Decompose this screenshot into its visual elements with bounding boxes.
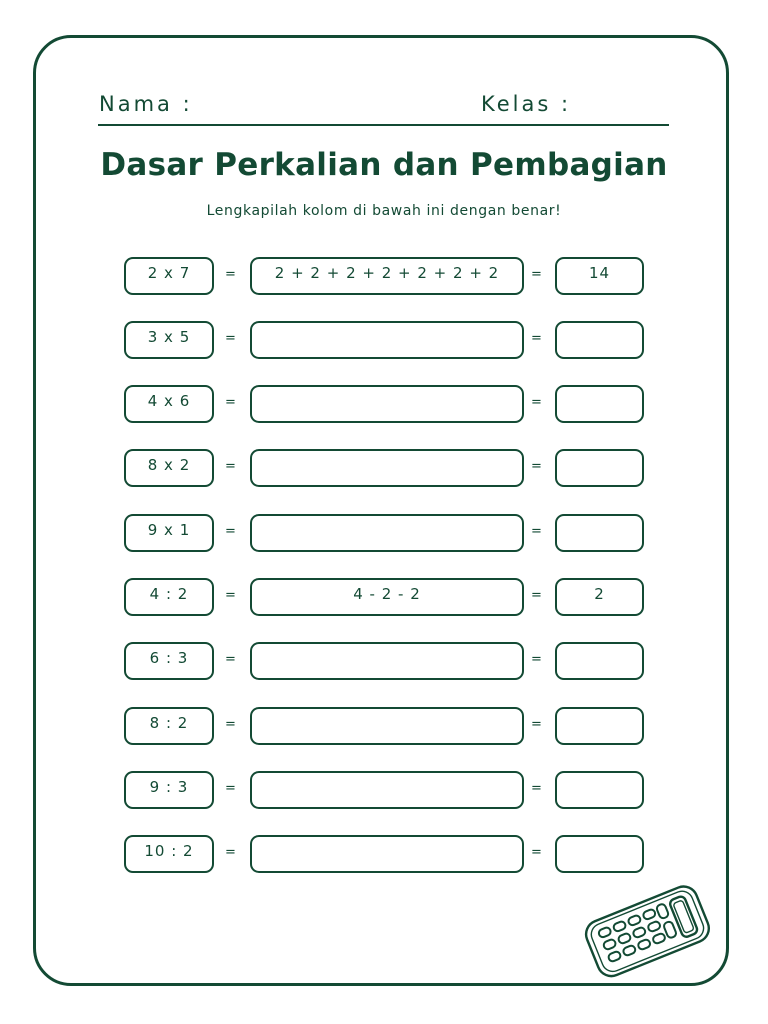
- equals-sign: =: [531, 524, 542, 539]
- exercise-row: [0, 449, 768, 487]
- equals-sign: =: [225, 395, 236, 410]
- equals-sign: =: [225, 781, 236, 796]
- expansion-field[interactable]: 4 - 2 - 2: [250, 578, 524, 616]
- expansion-field[interactable]: 2 + 2 + 2 + 2 + 2 + 2 + 2: [250, 257, 524, 295]
- equals-sign: =: [531, 845, 542, 860]
- name-label: Nama :: [99, 92, 193, 116]
- result-field[interactable]: [555, 514, 644, 552]
- expansion-field[interactable]: [250, 771, 524, 809]
- equals-sign: =: [225, 652, 236, 667]
- result-field[interactable]: [555, 707, 644, 745]
- expression-box: 8 x 2: [124, 449, 214, 487]
- result-field[interactable]: 2: [555, 578, 644, 616]
- exercise-row: [0, 707, 768, 745]
- result-field[interactable]: [555, 835, 644, 873]
- expansion-field[interactable]: [250, 321, 524, 359]
- expression-box: 4 : 2: [124, 578, 214, 616]
- exercise-row: [0, 835, 768, 873]
- exercise-row: [0, 514, 768, 552]
- expression-box: 9 : 3: [124, 771, 214, 809]
- expression-box: 6 : 3: [124, 642, 214, 680]
- exercise-row: [0, 771, 768, 809]
- equals-sign: =: [531, 781, 542, 796]
- expansion-field[interactable]: [250, 707, 524, 745]
- exercise-row: [0, 578, 768, 616]
- name-class-line: [98, 124, 669, 126]
- equals-sign: =: [225, 588, 236, 603]
- exercise-row: [0, 385, 768, 423]
- expansion-field[interactable]: [250, 642, 524, 680]
- expansion-field[interactable]: [250, 514, 524, 552]
- equals-sign: =: [225, 267, 236, 282]
- equals-sign: =: [531, 267, 542, 282]
- result-field[interactable]: [555, 385, 644, 423]
- expansion-field[interactable]: [250, 449, 524, 487]
- equals-sign: =: [531, 459, 542, 474]
- class-label: Kelas :: [481, 92, 572, 116]
- result-field[interactable]: [555, 321, 644, 359]
- equals-sign: =: [531, 717, 542, 732]
- expression-box: 8 : 2: [124, 707, 214, 745]
- equals-sign: =: [531, 395, 542, 410]
- equals-sign: =: [225, 845, 236, 860]
- expression-box: 2 x 7: [124, 257, 214, 295]
- equals-sign: =: [225, 717, 236, 732]
- expansion-field[interactable]: [250, 385, 524, 423]
- exercise-row: [0, 321, 768, 359]
- expression-box: 3 x 5: [124, 321, 214, 359]
- equals-sign: =: [531, 588, 542, 603]
- equals-sign: =: [531, 331, 542, 346]
- worksheet-title: Dasar Perkalian dan Pembagian: [100, 147, 668, 183]
- instruction-text: Lengkapilah kolom di bawah ini dengan benar!: [206, 203, 562, 219]
- equals-sign: =: [225, 459, 236, 474]
- equals-sign: =: [225, 524, 236, 539]
- equals-sign: =: [531, 652, 542, 667]
- result-field[interactable]: [555, 771, 644, 809]
- exercise-row: [0, 642, 768, 680]
- exercise-row: [0, 257, 768, 295]
- expansion-field[interactable]: [250, 835, 524, 873]
- equals-sign: =: [225, 331, 236, 346]
- expression-box: 9 x 1: [124, 514, 214, 552]
- result-field[interactable]: [555, 449, 644, 487]
- result-field[interactable]: [555, 642, 644, 680]
- calculator-icon: [578, 880, 718, 980]
- result-field[interactable]: 14: [555, 257, 644, 295]
- expression-box: 10 : 2: [124, 835, 214, 873]
- expression-box: 4 x 6: [124, 385, 214, 423]
